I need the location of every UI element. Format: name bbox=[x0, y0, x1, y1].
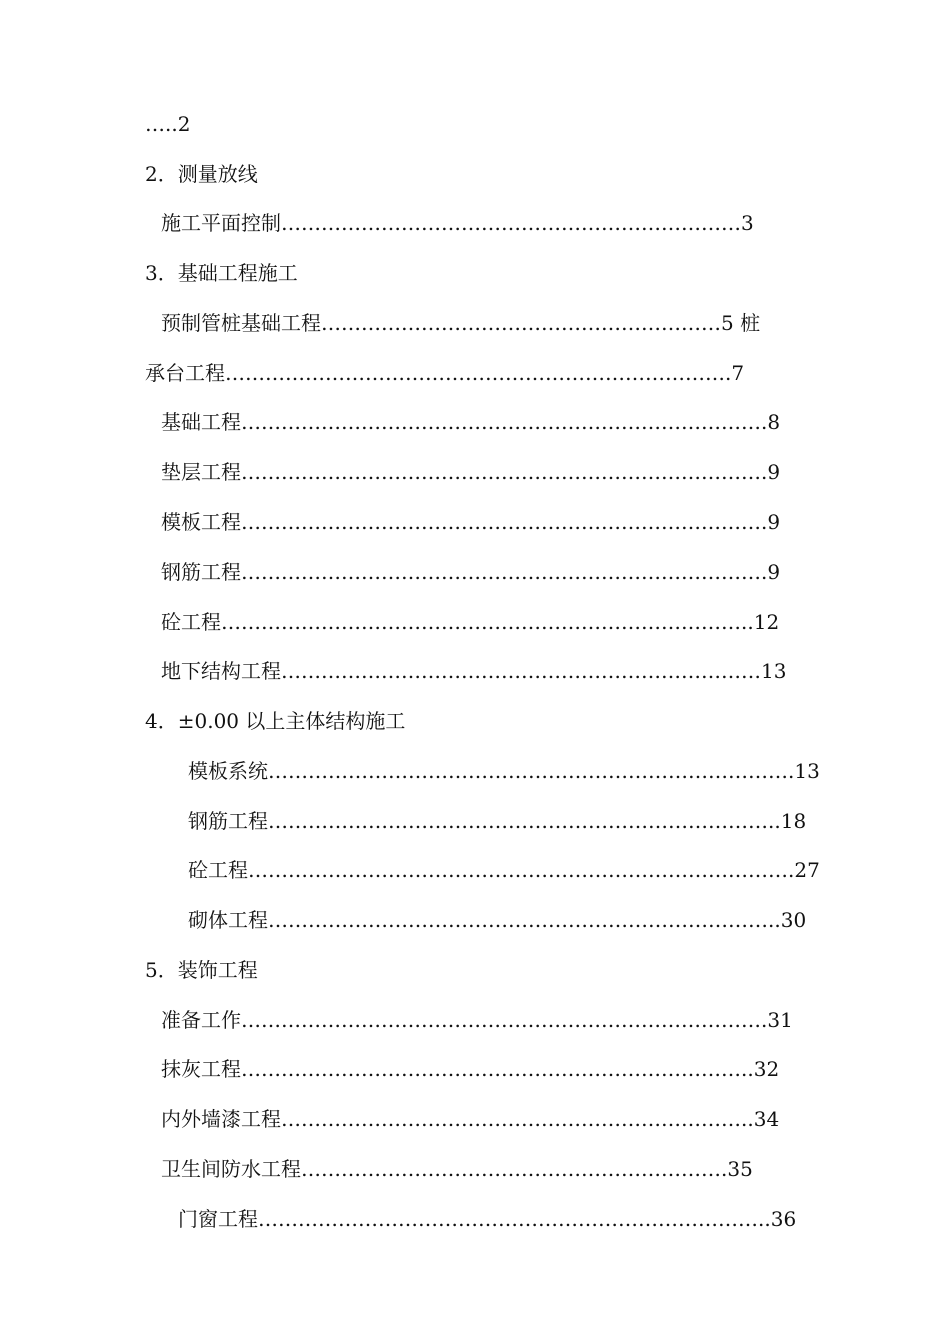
toc-heading-3: 3．基础工程施工 bbox=[145, 261, 298, 285]
toc-entry: 承台工程………………………………………………………………….7 bbox=[145, 361, 745, 385]
toc-entry: 基础工程…………………………………………………………………….8 bbox=[161, 410, 781, 434]
toc-entry: 钢筋工程…………………………………………………………………..18 bbox=[188, 809, 807, 833]
toc-heading-2: 2．测量放线 bbox=[145, 162, 258, 186]
toc-entry: 钢筋工程…………………………………………………………………….9 bbox=[161, 560, 781, 584]
toc-entry: 地下结构工程………………………………………………………………13 bbox=[161, 659, 787, 683]
toc-continuation: …..2 bbox=[145, 112, 191, 136]
toc-entry: 模板工程…………………………………………………………………….9 bbox=[161, 510, 781, 534]
toc-heading-5: 5．装饰工程 bbox=[145, 958, 258, 982]
toc-entry: 砌体工程…………………………………………………………………..30 bbox=[188, 908, 807, 932]
toc-entry: 砼工程……………………………………………………………………..12 bbox=[161, 610, 780, 634]
toc-entry: 施工平面控制……………………………………………………………3 bbox=[161, 211, 754, 235]
toc-entry: 卫生间防水工程……………………………………………………….35 bbox=[161, 1157, 753, 1181]
toc-entry: 抹灰工程…………………………………………………………………..32 bbox=[161, 1057, 780, 1081]
toc-entry: 准备工作…………………………………………………………………….31 bbox=[161, 1008, 793, 1032]
toc-entry: 垫层工程…………………………………………………………………….9 bbox=[161, 460, 781, 484]
toc-heading-4: 4．±0.00 以上主体结构施工 bbox=[145, 709, 406, 733]
toc-entry: 门窗工程…………………………………………………………………..36 bbox=[178, 1207, 797, 1231]
toc-entry: 内外墙漆工程……………………………………………………………..34 bbox=[161, 1107, 780, 1131]
toc-entry: 预制管桩基础工程……………………………………………………5 桩 bbox=[161, 311, 761, 335]
toc-entry: 砼工程……………………………………………………………………….27 bbox=[188, 858, 820, 882]
toc-entry: 模板系统…………………………………………………………………….13 bbox=[188, 759, 820, 783]
